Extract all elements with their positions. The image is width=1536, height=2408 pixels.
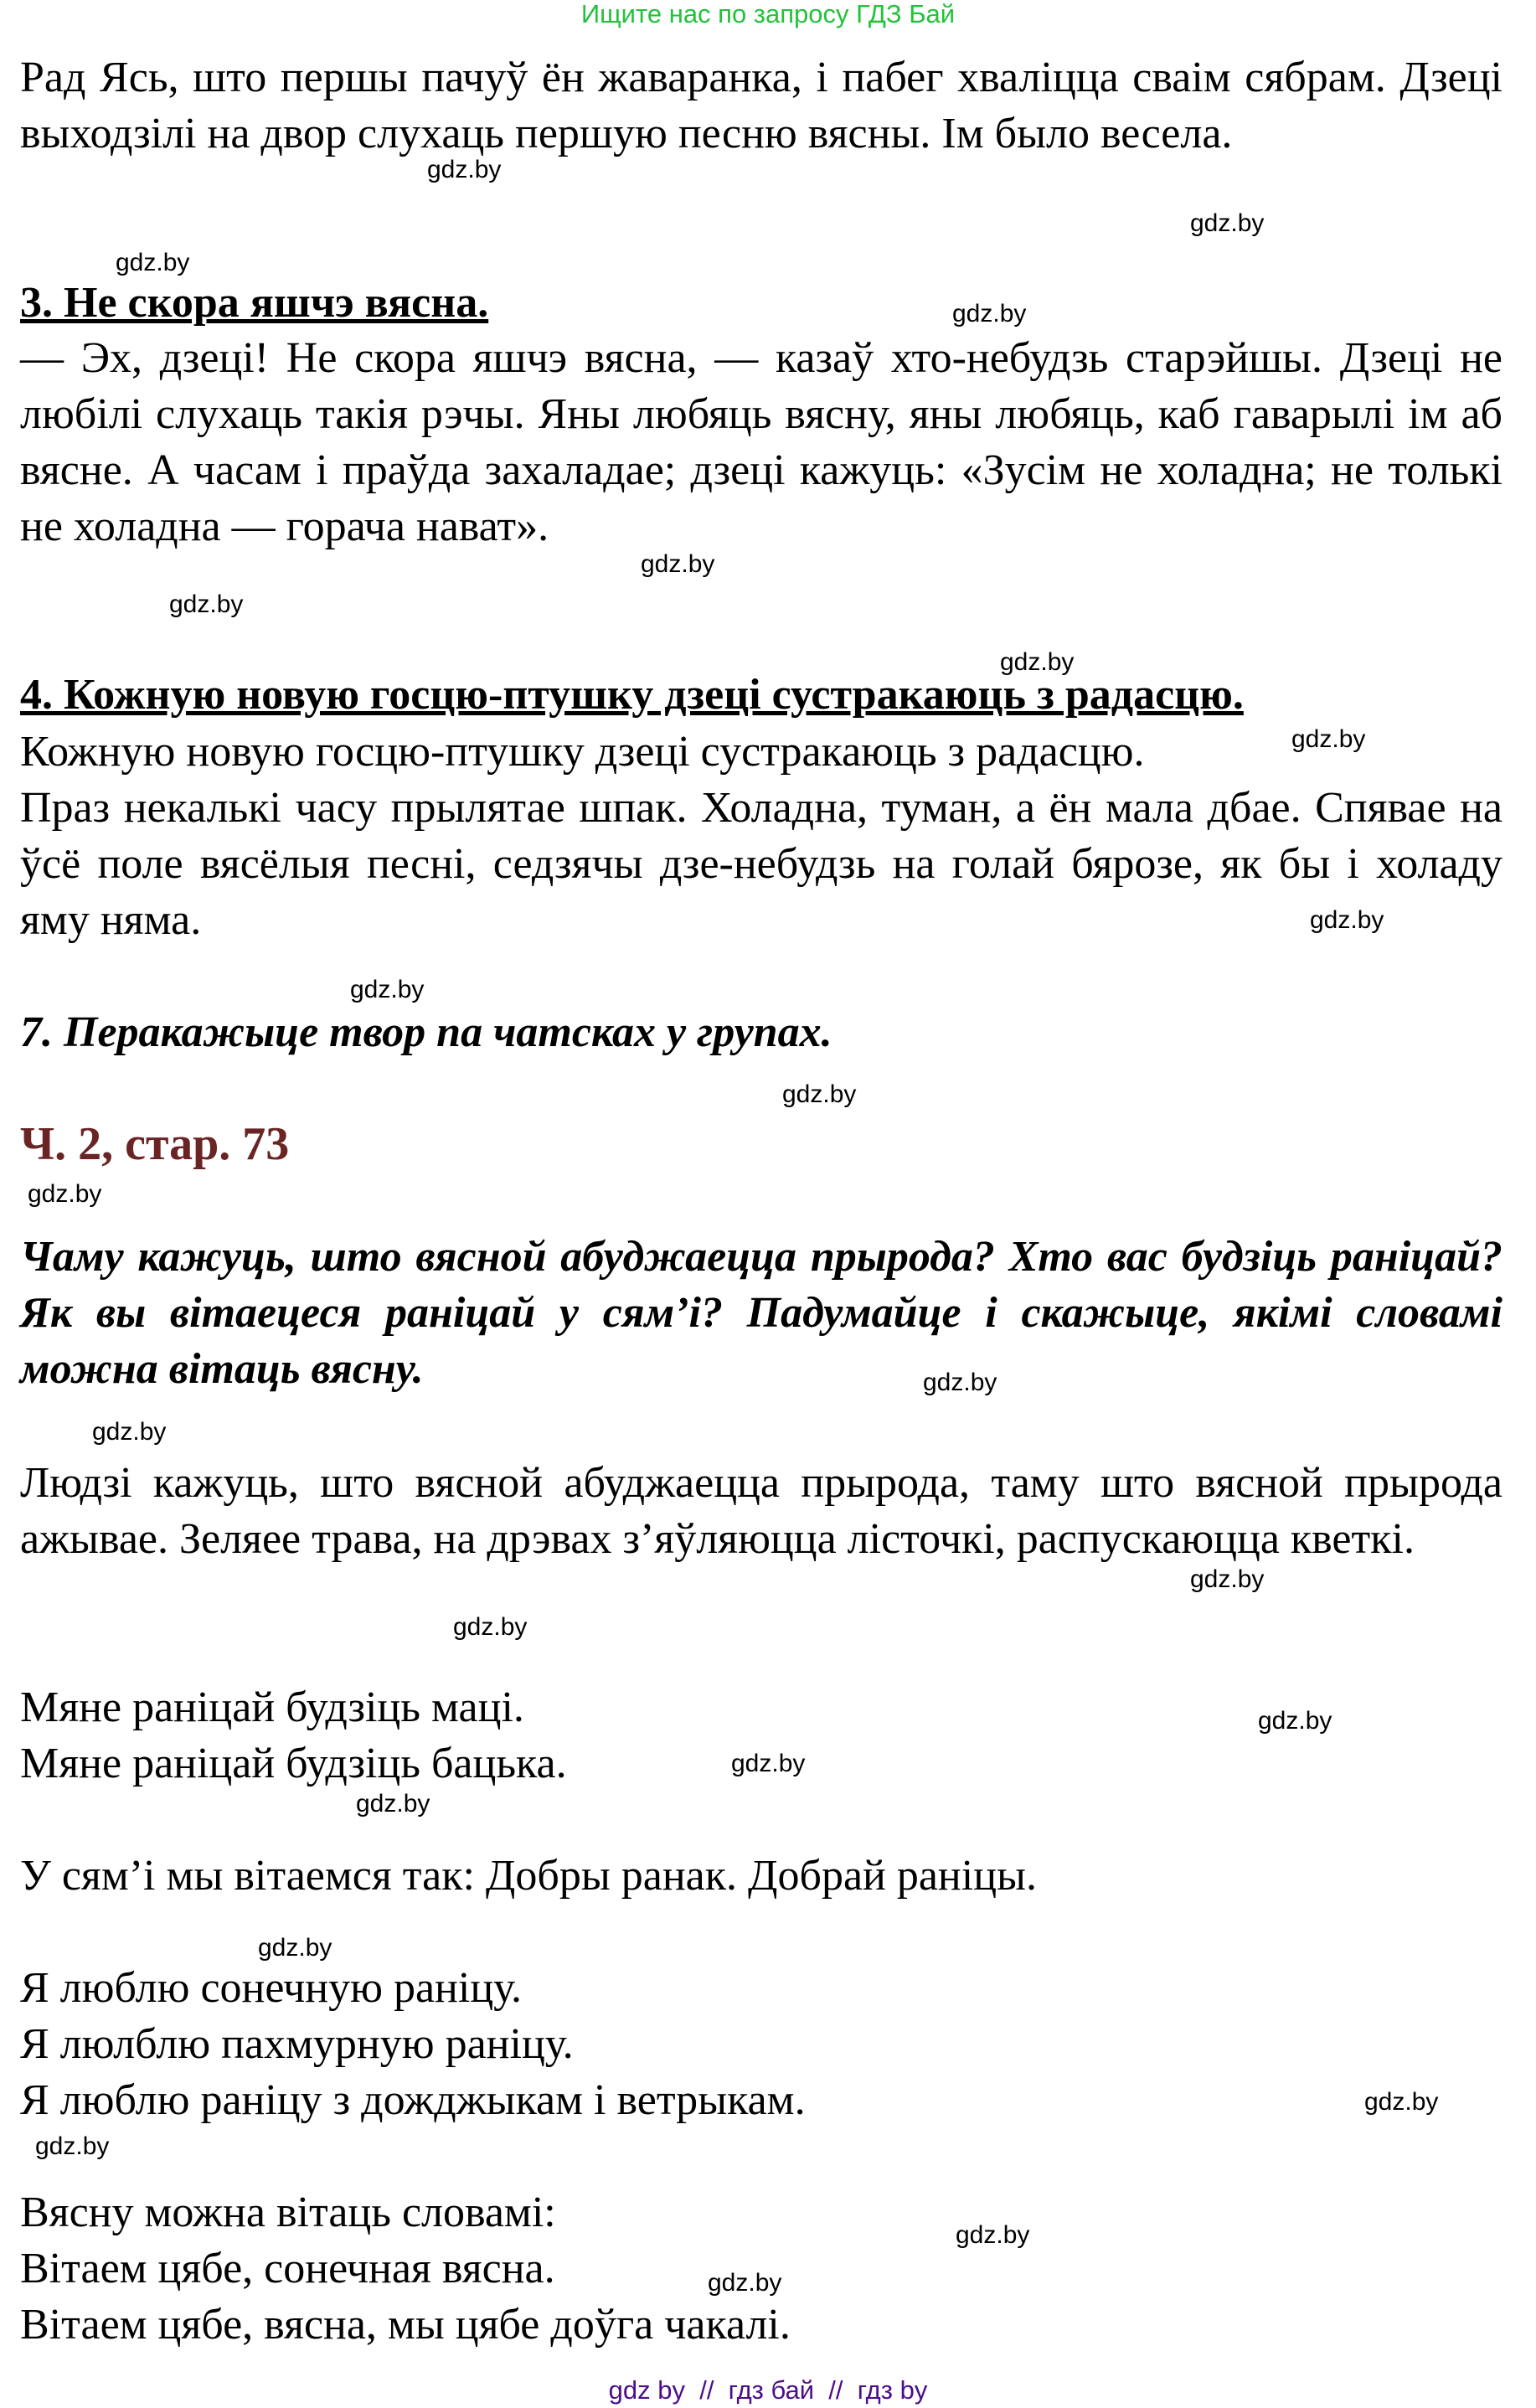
paragraph-line: Кожную новую госцю-птушку дзеці сустракаюць з радасцю.: [20, 728, 1145, 776]
watermark: gdz.by: [956, 2221, 1030, 2249]
watermark: gdz.by: [427, 156, 502, 183]
watermark: gdz.by: [453, 1613, 528, 1641]
watermark: gdz.by: [258, 1934, 332, 1962]
question-text: Чаму кажуць, што вясной абуджаецца прырода? Хто вас будзіць раніцай? Як вы вітаецеся раніцай у сям’і? Падумайце і скажыце, якімі словамі можна вітаць вясну.: [20, 1233, 1502, 1393]
watermark: gdz.by: [356, 1790, 430, 1818]
answer-line: Я люблю сонечную раніцу.: [20, 1964, 522, 2012]
watermark: gdz.by: [116, 249, 190, 276]
answer-paragraph: Людзі кажуць, што вясной абуджаецца прырода, таму што вясной прырода ажывае. Зеляее трава, на дрэвах з’яўляюцца лісточкі, распускаюцца кветкі.: [20, 1459, 1502, 1563]
watermark: gdz.by: [1190, 209, 1265, 237]
paragraph-section-4: [20, 724, 1502, 948]
answer-line: Мяне раніцай будзіць бацька.: [20, 1740, 567, 1787]
watermark: gdz.by: [641, 550, 715, 578]
search-hint-banner: Ищите нас по запросу ГДЗ Бай: [580, 0, 956, 28]
watermark: gdz.by: [708, 2269, 782, 2297]
answer-line: Мяне раніцай будзіць маці.: [20, 1684, 524, 1731]
watermark: gdz.by: [1364, 2088, 1439, 2116]
watermark: gdz.by: [28, 1180, 102, 1208]
watermark: gdz.by: [92, 1418, 167, 1446]
paragraph-section-3: — Эх, дзеці! Не скора яшчэ вясна, — казаў хто-небудзь старэйшы. Дзеці не любілі слухаць такія рэчы. Яны любяць вясну, яны любяць, каб гаварылі ім аб вясне. А часам і праўда захаладае; дзеці кажуць: «Зусім не холадна; не толькі не холадна — горача нават».: [20, 334, 1502, 550]
watermark: gdz.by: [782, 1080, 857, 1108]
task-7-heading: 7. Перакажыце твор па чатсках у групах.: [20, 1008, 832, 1056]
watermark: gdz.by: [923, 1369, 997, 1396]
watermark: gdz.by: [1000, 648, 1075, 676]
watermark: gdz.by: [731, 1750, 806, 1777]
answer-line: Вітаем цябе, вясна, мы цябе доўга чакалі.: [20, 2301, 791, 2349]
paragraph-intro: Рад Ясь, што першы пачуў ён жаваранка, і пабег хваліцца сваім сябрам. Дзеці выходзілі на двор слухаць першую песню вясны. Ім было весела.: [20, 54, 1502, 157]
watermark: gdz.by: [35, 2132, 110, 2160]
answer-love-morning: [20, 1960, 1502, 2128]
watermark: gdz.by: [1258, 1707, 1332, 1735]
watermark: gdz.by: [169, 590, 244, 618]
heading-section-3: 3. Не скора яшчэ вясна.: [20, 279, 489, 327]
paragraph-text: Праз некалькі часу прылятае шпак. Холадна, туман, а ён мала дбае. Спявае на ўсё поле вясёлыя песні, седзячы дзе-небудзь на голай бярозе, як бы і холаду яму няма.: [20, 784, 1502, 944]
footer-links: gdz by // гдз бай // гдз by: [608, 2375, 928, 2405]
answer-line: Я люблю раніцу з дожджыкам і ветрыкам.: [20, 2076, 806, 2124]
watermark: gdz.by: [1291, 725, 1366, 753]
answer-line: Вітаем цябе, сонечная вясна.: [20, 2245, 555, 2292]
answer-line: Вясну можна вітаць словамі:: [20, 2189, 556, 2236]
watermark: gdz.by: [1190, 1565, 1265, 1593]
watermark: gdz.by: [350, 976, 425, 1003]
heading-section-4: 4. Кожную новую госцю-птушку дзеці сустракаюць з радасцю.: [20, 671, 1244, 719]
chapter-page-heading: Ч. 2, стар. 73: [20, 1118, 290, 1170]
answer-line: Я люлблю пахмурную раніцу.: [20, 2020, 574, 2068]
watermark: gdz.by: [1310, 906, 1384, 934]
watermark: gdz.by: [952, 300, 1027, 327]
answer-greeting: У сям’і мы вітаемся так: Добры ранак. Добрай раніцы.: [20, 1852, 1037, 1900]
